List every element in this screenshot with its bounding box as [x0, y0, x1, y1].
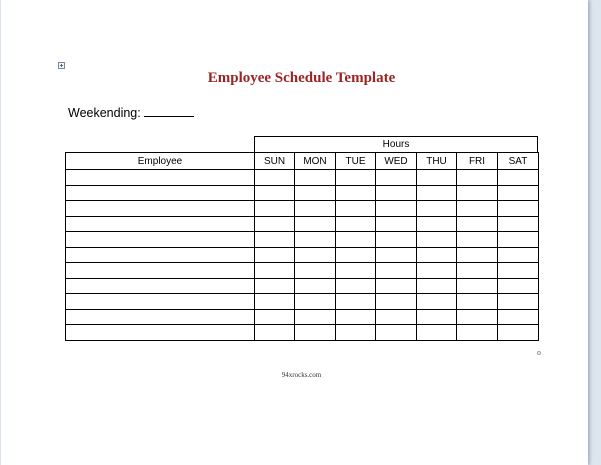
- hours-cell[interactable]: [498, 216, 539, 232]
- hours-cell[interactable]: [336, 216, 376, 232]
- document-page: [1, 0, 588, 465]
- hours-cell[interactable]: [457, 247, 498, 263]
- employee-cell[interactable]: [66, 263, 255, 279]
- table-row: [66, 278, 539, 294]
- hours-cell[interactable]: [376, 232, 417, 248]
- hours-cell[interactable]: [376, 216, 417, 232]
- table-row: [66, 185, 539, 201]
- hours-cell[interactable]: [498, 278, 539, 294]
- schedule-table: [65, 152, 539, 341]
- header-row: [66, 153, 539, 170]
- hours-cell[interactable]: [295, 325, 336, 341]
- hours-cell[interactable]: [295, 247, 336, 263]
- table-row: [66, 263, 539, 279]
- hours-cell[interactable]: [457, 185, 498, 201]
- weekending-label: Weekending:: [68, 106, 141, 120]
- hours-cell[interactable]: [417, 232, 457, 248]
- hours-cell[interactable]: [376, 263, 417, 279]
- hours-cell[interactable]: [295, 294, 336, 310]
- hours-cell[interactable]: [336, 232, 376, 248]
- hours-cell[interactable]: [255, 216, 295, 232]
- table-move-handle-icon[interactable]: [58, 62, 65, 69]
- hours-cell[interactable]: [457, 201, 498, 217]
- employee-cell[interactable]: [66, 170, 255, 186]
- table-row: [66, 216, 539, 232]
- hours-cell[interactable]: [295, 309, 336, 325]
- footer-watermark: 94xrocks.com: [281, 371, 322, 379]
- day-header-sat: SAT: [498, 153, 539, 170]
- hours-cell[interactable]: [498, 232, 539, 248]
- employee-cell[interactable]: [66, 278, 255, 294]
- hours-cell[interactable]: [498, 170, 539, 186]
- hours-cell[interactable]: [417, 325, 457, 341]
- table-row: [66, 247, 539, 263]
- hours-cell[interactable]: [255, 263, 295, 279]
- hours-cell[interactable]: [336, 325, 376, 341]
- hours-cell[interactable]: [498, 185, 539, 201]
- hours-cell[interactable]: [295, 232, 336, 248]
- employee-cell[interactable]: [66, 185, 255, 201]
- hours-cell[interactable]: [376, 170, 417, 186]
- hours-cell[interactable]: [417, 216, 457, 232]
- hours-cell[interactable]: [336, 294, 376, 310]
- day-header-mon: MON: [295, 153, 336, 170]
- hours-cell[interactable]: [295, 185, 336, 201]
- hours-cell[interactable]: [376, 294, 417, 310]
- hours-cell[interactable]: [498, 201, 539, 217]
- weekending-blank[interactable]: [144, 104, 194, 117]
- day-header-thu: THU: [417, 153, 457, 170]
- hours-cell[interactable]: [255, 294, 295, 310]
- day-header-fri: FRI: [457, 153, 498, 170]
- hours-cell[interactable]: [336, 278, 376, 294]
- hours-cell[interactable]: [417, 309, 457, 325]
- hours-cell[interactable]: [336, 247, 376, 263]
- hours-cell[interactable]: [417, 294, 457, 310]
- day-header-wed: WED: [376, 153, 417, 170]
- table-row: [66, 309, 539, 325]
- hours-cell[interactable]: [457, 170, 498, 186]
- hours-cell[interactable]: [336, 263, 376, 279]
- hours-cell[interactable]: [376, 247, 417, 263]
- hours-cell[interactable]: [295, 170, 336, 186]
- day-header-tue: TUE: [336, 153, 376, 170]
- hours-cell[interactable]: [336, 201, 376, 217]
- hours-cell[interactable]: [417, 185, 457, 201]
- hours-cell[interactable]: [417, 247, 457, 263]
- hours-cell[interactable]: [295, 216, 336, 232]
- hours-cell[interactable]: [376, 278, 417, 294]
- table-row: [66, 201, 539, 217]
- hours-cell[interactable]: [255, 170, 295, 186]
- hours-cell[interactable]: [376, 201, 417, 217]
- hours-cell[interactable]: [457, 325, 498, 341]
- table-row: [66, 294, 539, 310]
- hours-cell[interactable]: [255, 232, 295, 248]
- hours-cell[interactable]: [498, 247, 539, 263]
- hours-cell[interactable]: [417, 201, 457, 217]
- hours-cell[interactable]: [295, 278, 336, 294]
- weekending-line: [68, 104, 194, 120]
- hours-cell[interactable]: [376, 185, 417, 201]
- hours-cell[interactable]: [498, 325, 539, 341]
- hours-cell[interactable]: [295, 201, 336, 217]
- hours-cell[interactable]: [417, 263, 457, 279]
- hours-cell[interactable]: [255, 325, 295, 341]
- hours-cell[interactable]: [336, 185, 376, 201]
- hours-cell[interactable]: [295, 263, 336, 279]
- table-row: [66, 170, 539, 186]
- hours-cell[interactable]: [498, 263, 539, 279]
- hours-cell[interactable]: [336, 309, 376, 325]
- hours-cell[interactable]: [457, 294, 498, 310]
- table-row: [66, 232, 539, 248]
- hours-cell[interactable]: [457, 278, 498, 294]
- hours-cell[interactable]: [255, 201, 295, 217]
- employee-cell[interactable]: [66, 216, 255, 232]
- employee-cell[interactable]: [66, 309, 255, 325]
- hours-header: Hours: [254, 136, 538, 152]
- hours-cell[interactable]: [457, 232, 498, 248]
- hours-cell[interactable]: [255, 309, 295, 325]
- hours-cell[interactable]: [417, 170, 457, 186]
- employee-cell[interactable]: [66, 294, 255, 310]
- hours-cell[interactable]: [498, 294, 539, 310]
- table-resize-handle-icon[interactable]: [537, 351, 541, 355]
- hours-cell[interactable]: [255, 185, 295, 201]
- employee-cell[interactable]: [66, 247, 255, 263]
- employee-cell[interactable]: [66, 325, 255, 341]
- hours-cell[interactable]: [376, 309, 417, 325]
- hours-cell[interactable]: [255, 247, 295, 263]
- day-header-sun: SUN: [255, 153, 295, 170]
- table-row: [66, 325, 539, 341]
- hours-cell[interactable]: [417, 278, 457, 294]
- hours-cell[interactable]: [457, 309, 498, 325]
- hours-cell[interactable]: [336, 170, 376, 186]
- hours-cell[interactable]: [457, 263, 498, 279]
- hours-cell[interactable]: [498, 309, 539, 325]
- hours-cell[interactable]: [376, 325, 417, 341]
- employee-column-header: Employee: [66, 153, 255, 170]
- employee-cell[interactable]: [66, 201, 255, 217]
- hours-cell[interactable]: [255, 278, 295, 294]
- employee-cell[interactable]: [66, 232, 255, 248]
- document-title: Employee Schedule Template: [207, 70, 396, 86]
- hours-cell[interactable]: [457, 216, 498, 232]
